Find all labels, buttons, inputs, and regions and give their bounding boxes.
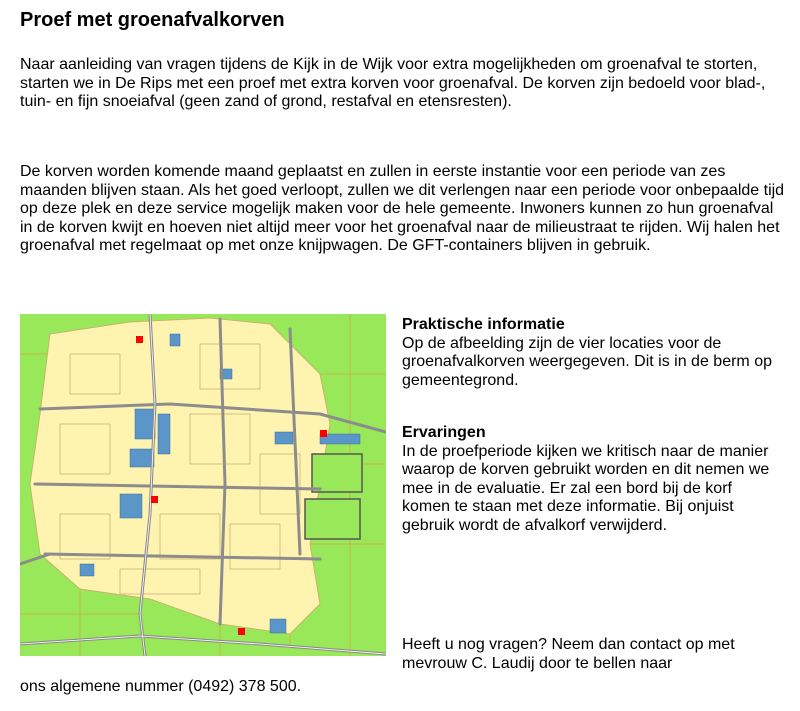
- intro-paragraph-2: De korven worden komende maand geplaatst en zullen in eerste instantie voor een periode van zes maanden blijven staan. Als het goed verloopt, zullen we dit verlengen naar een periode voor onbepaalde tijd op deze plek en deze service mogelijk maken voor de hele gemeente. Inwoners kunnen zo hun groenafval in de korven kwijt en hoeven niet altijd meer voor het groenafval naar de milieustraat te rijden. Wij halen het groenafval met regelmaat op met onze knijpwagen. De GFT-containers blijven in gebruik.: [20, 163, 785, 255]
- location-map: [20, 314, 386, 656]
- contact-phone-line: ons algemene nummer (0492) 378 500.: [20, 678, 302, 695]
- intro-paragraph-1: Naar aanleiding van vragen tijdens de Kijk in de Wijk voor extra mogelijkheden om groenafval te storten, starten we in De Rips met een proef met extra korven voor groenafval. De korven zijn bedoeld voor blad-, tuin- en fijn snoeiafval (geen zand of grond, restafval en etensresten).: [20, 56, 766, 111]
- contact-text: Heeft u nog vragen? Neem dan contact op met mevrouw C. Laudij door te bellen naar: [402, 636, 735, 672]
- praktische-informatie-text: Op de afbeelding zijn de vier locaties voor de groenafvalkorven weergegeven. Dit is in de berm op gemeentegrond.: [402, 334, 772, 389]
- basket-location-marker: [238, 628, 245, 635]
- ervaringen-text: In de proefperiode kijken we kritisch naar de manier waarop de korven gebruikt worden en dit nemen we mee in de evaluatie. Er zal een bord bij de korf komen te staan met deze informatie. Bij onjuist gebruik wordt de afvalkorf verwijderd.: [402, 442, 770, 534]
- basket-location-marker: [320, 430, 327, 437]
- basket-location-marker: [136, 336, 143, 343]
- basket-location-marker: [151, 496, 158, 503]
- praktische-informatie-section: [402, 316, 782, 390]
- ervaringen-heading: Ervaringen: [402, 424, 486, 441]
- praktische-informatie-heading: Praktische informatie: [402, 316, 565, 333]
- page-title: Proef met groenafvalkorven: [20, 9, 285, 31]
- ervaringen-section: [402, 424, 782, 536]
